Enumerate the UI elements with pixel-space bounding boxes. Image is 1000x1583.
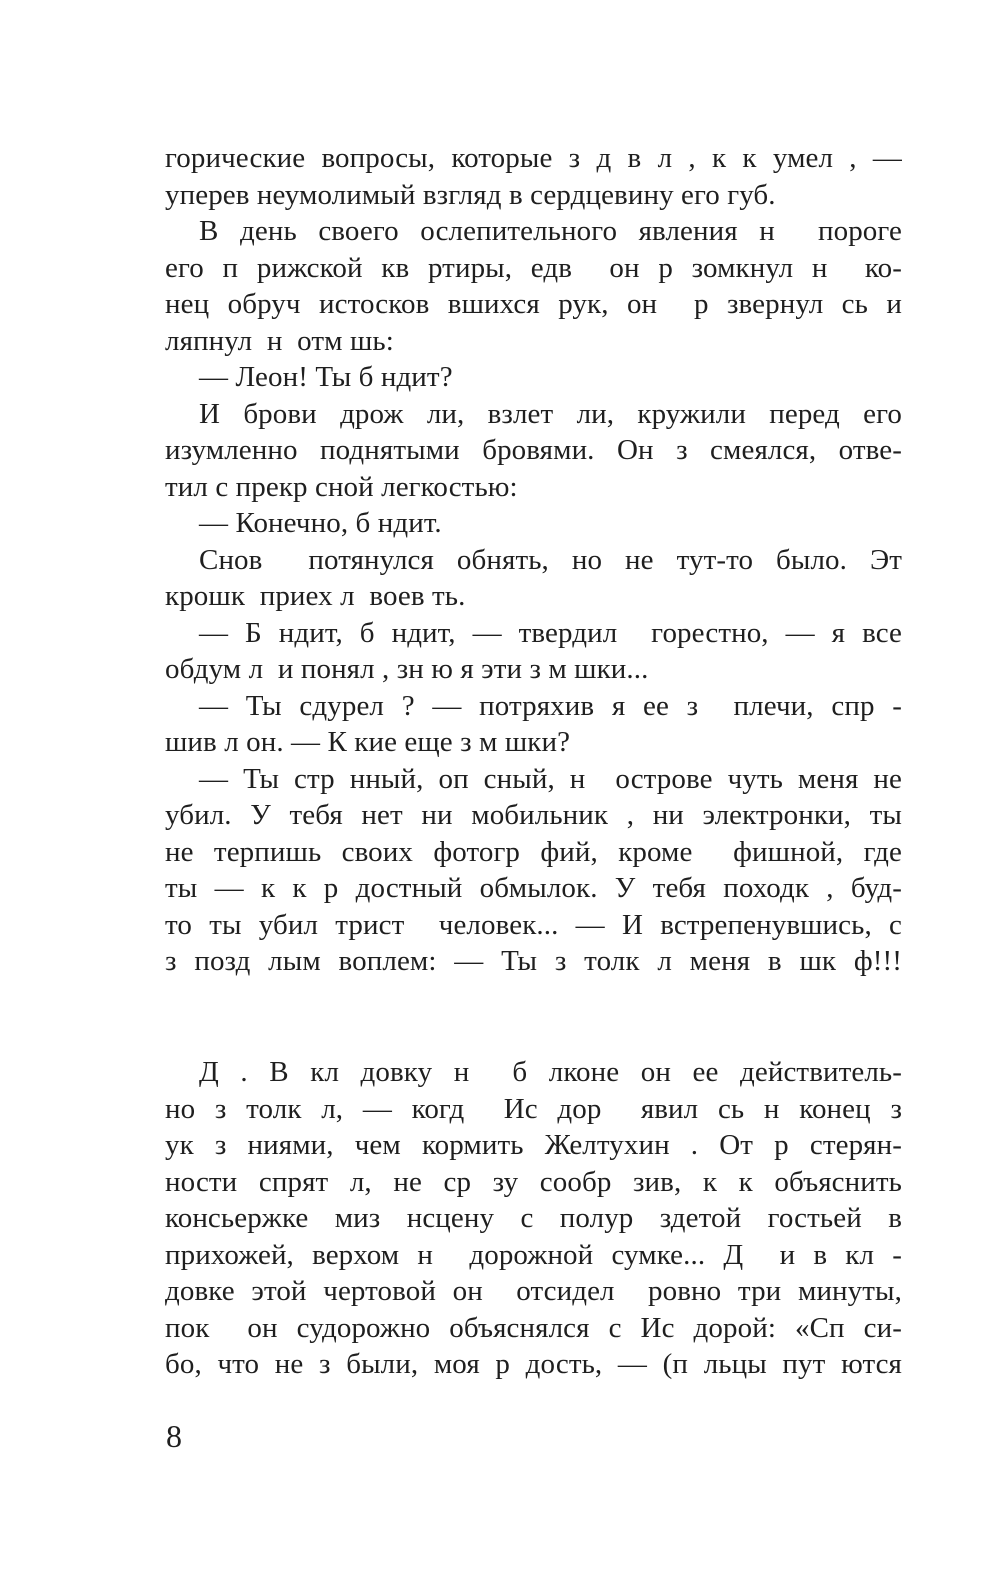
paragraph-block-2	[165, 1054, 902, 1383]
text-line: з позд лым воплем: — Ты з толк л меня в шк ф!!!	[165, 945, 902, 977]
text-line: довке этой чертовой он отсидел ровно три минуты,	[165, 1275, 902, 1307]
text-line: то ты убил трист человек... — И встрепенувшись, с	[165, 908, 902, 941]
text-line: В день своего ослепительного явления н пороге	[199, 215, 902, 247]
text-line: Снов потянулся обнять, но не тут-то было. Эт	[199, 543, 902, 576]
text-line: ты — к к р достный обмылок. У тебя походк , буд-	[165, 872, 902, 904]
text-line: уперев неумолимый взгляд в сердцевину его губ.	[165, 178, 776, 211]
text-line: Д . В кл довку н б лконе он ее действитель-	[199, 1056, 902, 1088]
text-line: горические вопросы, которые з д в л , к к умел , —	[165, 142, 902, 174]
text-line: тил с прекр сной легкостью:	[165, 470, 518, 503]
text-column	[165, 140, 902, 1383]
text-line: крошк приех л воев ть.	[165, 580, 466, 612]
text-line: — Б ндит, б ндит, — твердил горестно, — я все	[199, 616, 902, 649]
page-number: 8	[166, 1418, 182, 1454]
text-line: прихожей, верхом н дорожной сумке... Д и в кл -	[165, 1238, 902, 1271]
text-line: но з толк л, — когд Ис дор явил сь н конец з	[165, 1092, 902, 1125]
text-line: — Леон! Ты б ндит?	[199, 361, 453, 393]
text-line: — Ты сдурел ? — потряхив я ее з плечи, спр -	[199, 689, 902, 722]
text-line: ляпнул н отм шь:	[165, 324, 394, 357]
text-line: убил. У тебя нет ни мобильник , ни электронки, ты	[165, 799, 902, 831]
text-line: пок он судорожно объяснялся с Ис дорой: «Сп си-	[165, 1311, 902, 1344]
text-line: бо, что не з были, моя р дость, — (п льцы пут ются	[165, 1348, 902, 1380]
text-line: — Ты стр нный, оп сный, н острове чуть меня не	[199, 762, 902, 795]
text-line: нец обруч истосков вшихся рук, он р звернул сь и	[165, 288, 902, 320]
text-line: обдум л и понял , зн ю я эти з м шки...	[165, 653, 649, 685]
text-line: ук з ниями, чем кормить Желтухин . От р стерян-	[165, 1129, 902, 1161]
text-line: шив л он. — К кие еще з м шки?	[165, 726, 571, 758]
paragraph-block-1	[165, 140, 902, 980]
text-line: не терпишь своих фотогр фий, кроме фишной, где	[165, 835, 902, 868]
text-line: И брови дрож ли, взлет ли, кружили перед его	[199, 397, 902, 430]
text-line: консьержке миз нсцену с полур здетой гостьей в	[165, 1202, 902, 1234]
text-line: его п рижской кв ртиры, едв он р зомкнул н ко-	[165, 251, 902, 284]
text-line: ности спрят л, не ср зу сообр зив, к к объяснить	[165, 1165, 902, 1198]
text-line: изумленно поднятыми бровями. Он з смеялся, отве-	[165, 434, 902, 466]
text-line: — Конечно, б ндит.	[199, 507, 442, 539]
